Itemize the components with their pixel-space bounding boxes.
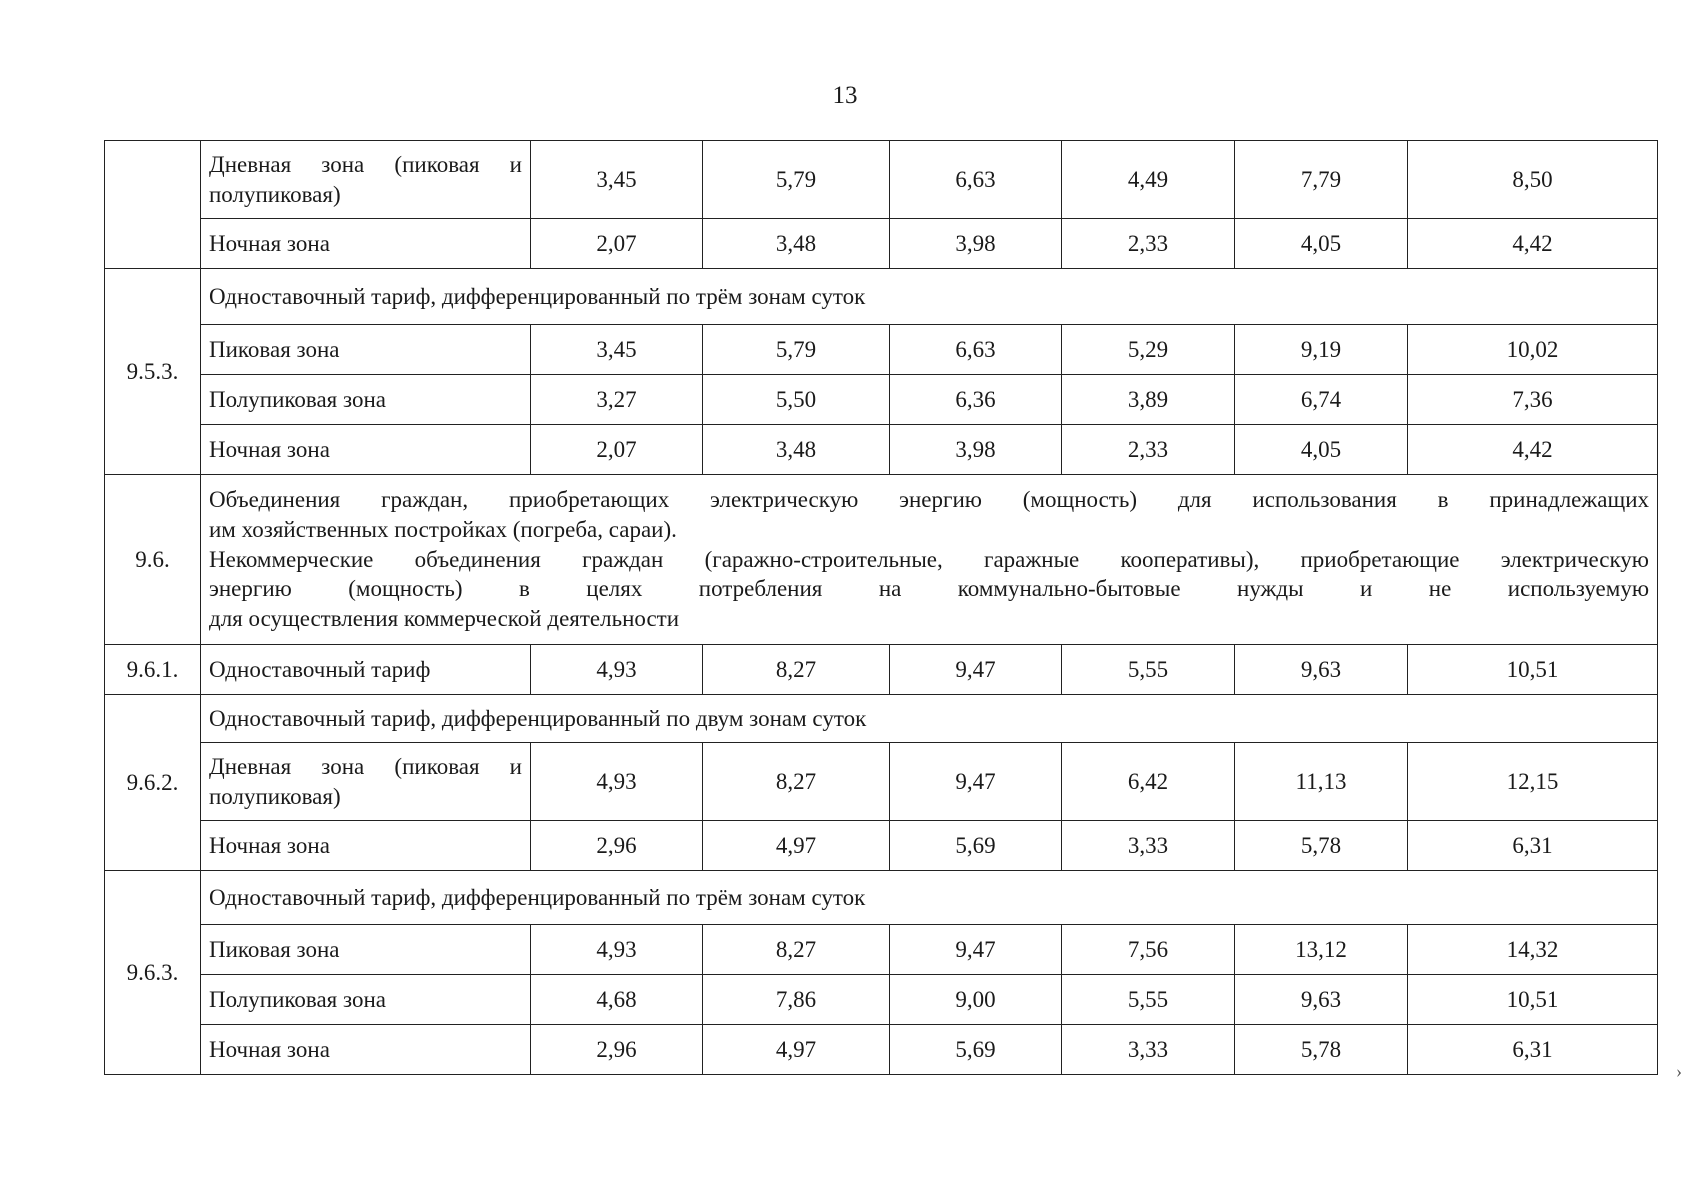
tariff-value: 3,45 — [531, 325, 703, 375]
tariff-value: 8,27 — [703, 645, 890, 695]
tariff-value: 4,97 — [703, 1025, 890, 1075]
table-row — [105, 269, 1658, 325]
row-code — [105, 141, 201, 269]
row-label: Ночная зона — [201, 1025, 531, 1075]
tariff-value: 2,33 — [1062, 219, 1235, 269]
table-body — [105, 141, 1658, 1075]
description-line: Объединения граждан, приобретающих электрическую энергию (мощность) для использования в принадлежащих — [209, 486, 1649, 512]
row-code: 9.5.3. — [105, 269, 201, 475]
row-label: Ночная зона — [201, 219, 531, 269]
tariff-value: 10,51 — [1408, 645, 1658, 695]
tariff-value: 5,50 — [703, 375, 890, 425]
tariff-value: 3,98 — [890, 219, 1062, 269]
tariff-value: 3,45 — [531, 141, 703, 219]
row-label: Полупиковая зона — [201, 975, 531, 1025]
row-label: Одноставочный тариф — [201, 645, 531, 695]
tariff-value: 4,93 — [531, 645, 703, 695]
tariff-value: 11,13 — [1235, 743, 1408, 821]
tariff-value: 6,74 — [1235, 375, 1408, 425]
tariff-value: 6,31 — [1408, 1025, 1658, 1075]
row-code: 9.6.2. — [105, 695, 201, 871]
tariff-value: 7,36 — [1408, 375, 1658, 425]
tariff-value: 3,27 — [531, 375, 703, 425]
table-row — [105, 141, 1658, 219]
tariff-value: 4,42 — [1408, 425, 1658, 475]
tariff-value: 5,55 — [1062, 645, 1235, 695]
tariff-value: 9,19 — [1235, 325, 1408, 375]
table-row — [105, 871, 1658, 925]
row-code: 9.6. — [105, 475, 201, 645]
tariff-value: 8,27 — [703, 925, 890, 975]
tariff-value: 5,69 — [890, 821, 1062, 871]
section-header: Одноставочный тариф, дифференцированный по двум зонам суток — [201, 695, 1658, 743]
tariff-value: 6,63 — [890, 325, 1062, 375]
tariff-value: 5,79 — [703, 141, 890, 219]
tariff-value: 8,50 — [1408, 141, 1658, 219]
tariff-value: 4,68 — [531, 975, 703, 1025]
table-row — [105, 743, 1658, 821]
tariff-value: 12,15 — [1408, 743, 1658, 821]
category-description — [201, 475, 1658, 645]
table-row — [105, 821, 1658, 871]
table-row — [105, 219, 1658, 269]
row-label: Пиковая зона — [201, 925, 531, 975]
tariff-value: 10,51 — [1408, 975, 1658, 1025]
tariff-value: 4,05 — [1235, 425, 1408, 475]
row-label: Ночная зона — [201, 425, 531, 475]
tariff-value: 2,07 — [531, 219, 703, 269]
tariff-value: 7,56 — [1062, 925, 1235, 975]
tariff-table — [104, 140, 1658, 1075]
tariff-value: 9,63 — [1235, 975, 1408, 1025]
tariff-value: 4,49 — [1062, 141, 1235, 219]
table-row — [105, 695, 1658, 743]
tariff-value: 9,47 — [890, 925, 1062, 975]
row-label: Пиковая зона — [201, 325, 531, 375]
tariff-value: 9,00 — [890, 975, 1062, 1025]
row-code: 9.6.3. — [105, 871, 201, 1075]
row-label: Ночная зона — [201, 821, 531, 871]
tariff-value: 4,97 — [703, 821, 890, 871]
row-label: Дневная зона (пиковая и полупиковая) — [201, 743, 531, 821]
tariff-value: 3,48 — [703, 219, 890, 269]
tariff-value: 10,02 — [1408, 325, 1658, 375]
row-code: 9.6.1. — [105, 645, 201, 695]
tariff-value: 5,78 — [1235, 821, 1408, 871]
tariff-value: 3,98 — [890, 425, 1062, 475]
table-row — [105, 325, 1658, 375]
section-header: Одноставочный тариф, дифференцированный по трём зонам суток — [201, 871, 1658, 925]
description-line: энергию (мощность) в целях потребления на коммунально-бытовые нужды и не используемую — [209, 576, 1649, 602]
margin-mark: › — [1676, 1061, 1682, 1081]
description-line: Некоммерческие объединения граждан (гаражно-строительные, гаражные кооперативы), приобретающие электрическую — [209, 546, 1649, 572]
tariff-value: 6,36 — [890, 375, 1062, 425]
tariff-value: 3,89 — [1062, 375, 1235, 425]
section-header: Одноставочный тариф, дифференцированный по трём зонам суток — [201, 269, 1658, 325]
description-line: для осуществления коммерческой деятельности — [209, 606, 680, 632]
tariff-value: 9,47 — [890, 743, 1062, 821]
tariff-value: 3,33 — [1062, 821, 1235, 871]
table-row — [105, 1025, 1658, 1075]
tariff-value: 3,48 — [703, 425, 890, 475]
row-label: Дневная зона (пиковая и полупиковая) — [201, 141, 531, 219]
tariff-value: 2,96 — [531, 1025, 703, 1075]
tariff-value: 2,33 — [1062, 425, 1235, 475]
tariff-value: 2,07 — [531, 425, 703, 475]
tariff-value: 6,31 — [1408, 821, 1658, 871]
tariff-value: 4,42 — [1408, 219, 1658, 269]
tariff-value: 7,86 — [703, 975, 890, 1025]
table-row — [105, 645, 1658, 695]
tariff-value: 4,93 — [531, 743, 703, 821]
tariff-value: 5,79 — [703, 325, 890, 375]
tariff-value: 14,32 — [1408, 925, 1658, 975]
tariff-value: 13,12 — [1235, 925, 1408, 975]
tariff-value: 5,78 — [1235, 1025, 1408, 1075]
page-number: 13 — [832, 82, 858, 109]
row-label: Полупиковая зона — [201, 375, 531, 425]
tariff-value: 5,55 — [1062, 975, 1235, 1025]
table-row — [105, 925, 1658, 975]
tariff-value: 9,47 — [890, 645, 1062, 695]
tariff-value: 5,29 — [1062, 325, 1235, 375]
table-row — [105, 425, 1658, 475]
tariff-value: 6,63 — [890, 141, 1062, 219]
tariff-value: 5,69 — [890, 1025, 1062, 1075]
tariff-value: 4,05 — [1235, 219, 1408, 269]
tariff-value: 7,79 — [1235, 141, 1408, 219]
tariff-value: 6,42 — [1062, 743, 1235, 821]
description-line: им хозяйственных постройках (погреба, сараи). — [209, 516, 677, 542]
tariff-value: 4,93 — [531, 925, 703, 975]
tariff-value: 8,27 — [703, 743, 890, 821]
tariff-value: 2,96 — [531, 821, 703, 871]
tariff-value: 9,63 — [1235, 645, 1408, 695]
table-row — [105, 475, 1658, 645]
table-row — [105, 975, 1658, 1025]
table-row — [105, 375, 1658, 425]
tariff-value: 3,33 — [1062, 1025, 1235, 1075]
